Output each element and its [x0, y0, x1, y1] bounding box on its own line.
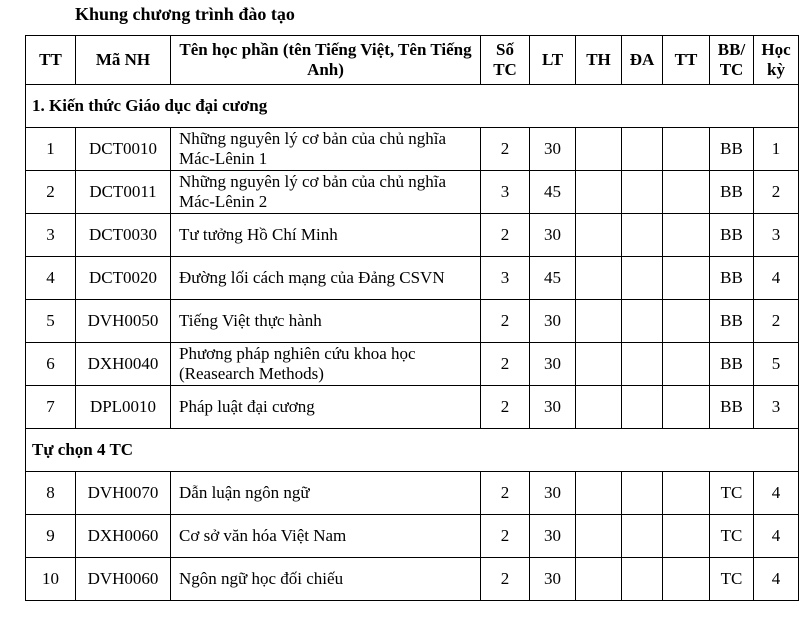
cell-tt: 6: [26, 343, 76, 386]
cell-lt: 30: [530, 386, 576, 429]
cell-da: [622, 386, 663, 429]
cell-tt2: [663, 171, 710, 214]
cell-tt2: [663, 214, 710, 257]
table-row: [26, 300, 799, 343]
cell-da: [622, 515, 663, 558]
header-name: Tên học phần (tên Tiếng Việt, Tên Tiếng Anh): [171, 36, 481, 85]
cell-th: [576, 472, 622, 515]
table-row: [26, 343, 799, 386]
table-row: [26, 171, 799, 214]
cell-name: Cơ sở văn hóa Việt Nam: [171, 515, 481, 558]
cell-name: Tiếng Việt thực hành: [171, 300, 481, 343]
cell-tt: 5: [26, 300, 76, 343]
cell-code: DVH0060: [76, 558, 171, 601]
cell-da: [622, 257, 663, 300]
cell-tt2: [663, 558, 710, 601]
cell-tt: 1: [26, 128, 76, 171]
table-row: [26, 472, 799, 515]
cell-lt: 30: [530, 472, 576, 515]
cell-bbtc: TC: [710, 472, 754, 515]
cell-tt2: [663, 515, 710, 558]
cell-code: DXH0060: [76, 515, 171, 558]
cell-credits: 2: [481, 214, 530, 257]
cell-da: [622, 214, 663, 257]
header-tt2: TT: [663, 36, 710, 85]
cell-th: [576, 343, 622, 386]
cell-da: [622, 300, 663, 343]
cell-name: Những nguyên lý cơ bản của chủ nghĩa Mác-Lênin 2: [171, 171, 481, 214]
cell-name: Phương pháp nghiên cứu khoa học (Reasearch Methods): [171, 343, 481, 386]
cell-bbtc: BB: [710, 214, 754, 257]
cell-semester: 4: [754, 558, 799, 601]
cell-code: DVH0070: [76, 472, 171, 515]
cell-da: [622, 558, 663, 601]
curriculum-table: [25, 35, 799, 601]
cell-da: [622, 128, 663, 171]
page-title: Khung chương trình đào tạo: [75, 4, 295, 24]
cell-bbtc: TC: [710, 515, 754, 558]
cell-tt: 10: [26, 558, 76, 601]
cell-name: Đường lối cách mạng của Đảng CSVN: [171, 257, 481, 300]
section-label: 1. Kiến thức Giáo dục đại cương: [26, 85, 799, 128]
cell-th: [576, 257, 622, 300]
table-header-row: [26, 36, 799, 85]
header-da: ĐA: [622, 36, 663, 85]
table-row: [26, 214, 799, 257]
cell-semester: 3: [754, 214, 799, 257]
cell-da: [622, 171, 663, 214]
header-semester: Học kỳ: [754, 36, 799, 85]
cell-code: DCT0010: [76, 128, 171, 171]
cell-th: [576, 128, 622, 171]
cell-credits: 2: [481, 386, 530, 429]
cell-th: [576, 515, 622, 558]
cell-semester: 3: [754, 386, 799, 429]
cell-tt2: [663, 343, 710, 386]
cell-credits: 3: [481, 257, 530, 300]
cell-th: [576, 300, 622, 343]
cell-da: [622, 343, 663, 386]
cell-semester: 4: [754, 257, 799, 300]
cell-lt: 30: [530, 343, 576, 386]
header-th: TH: [576, 36, 622, 85]
cell-credits: 2: [481, 558, 530, 601]
cell-th: [576, 558, 622, 601]
cell-tt: 2: [26, 171, 76, 214]
cell-bbtc: TC: [710, 558, 754, 601]
cell-th: [576, 214, 622, 257]
cell-th: [576, 386, 622, 429]
cell-lt: 45: [530, 171, 576, 214]
cell-tt: 9: [26, 515, 76, 558]
cell-code: DCT0020: [76, 257, 171, 300]
cell-code: DVH0050: [76, 300, 171, 343]
table-row: [26, 257, 799, 300]
cell-tt: 4: [26, 257, 76, 300]
cell-semester: 2: [754, 300, 799, 343]
cell-tt2: [663, 128, 710, 171]
cell-tt: 7: [26, 386, 76, 429]
cell-tt: 8: [26, 472, 76, 515]
cell-semester: 4: [754, 472, 799, 515]
cell-code: DCT0030: [76, 214, 171, 257]
cell-tt: 3: [26, 214, 76, 257]
cell-code: DXH0040: [76, 343, 171, 386]
cell-name: Ngôn ngữ học đối chiếu: [171, 558, 481, 601]
cell-tt2: [663, 257, 710, 300]
cell-credits: 3: [481, 171, 530, 214]
header-code: Mã NH: [76, 36, 171, 85]
header-bbtc: BB/ TC: [710, 36, 754, 85]
table-row: [26, 515, 799, 558]
cell-lt: 30: [530, 214, 576, 257]
section-row: [26, 85, 799, 128]
cell-bbtc: BB: [710, 386, 754, 429]
cell-bbtc: BB: [710, 171, 754, 214]
cell-bbtc: BB: [710, 300, 754, 343]
cell-lt: 30: [530, 128, 576, 171]
section-row: [26, 429, 799, 472]
cell-lt: 30: [530, 515, 576, 558]
cell-name: Dẫn luận ngôn ngữ: [171, 472, 481, 515]
cell-credits: 2: [481, 515, 530, 558]
cell-code: DPL0010: [76, 386, 171, 429]
cell-name: Pháp luật đại cương: [171, 386, 481, 429]
cell-credits: 2: [481, 128, 530, 171]
cell-bbtc: BB: [710, 257, 754, 300]
cell-semester: 4: [754, 515, 799, 558]
cell-bbtc: BB: [710, 128, 754, 171]
cell-credits: 2: [481, 343, 530, 386]
cell-lt: 30: [530, 300, 576, 343]
cell-da: [622, 472, 663, 515]
cell-tt2: [663, 472, 710, 515]
cell-code: DCT0011: [76, 171, 171, 214]
cell-th: [576, 171, 622, 214]
cell-credits: 2: [481, 472, 530, 515]
cell-bbtc: BB: [710, 343, 754, 386]
cell-tt2: [663, 300, 710, 343]
cell-semester: 1: [754, 128, 799, 171]
section-label: Tự chọn 4 TC: [26, 429, 799, 472]
cell-semester: 2: [754, 171, 799, 214]
cell-credits: 2: [481, 300, 530, 343]
table-row: [26, 128, 799, 171]
header-tt: TT: [26, 36, 76, 85]
cell-lt: 30: [530, 558, 576, 601]
header-credits: Số TC: [481, 36, 530, 85]
cell-semester: 5: [754, 343, 799, 386]
cell-tt2: [663, 386, 710, 429]
table-row: [26, 386, 799, 429]
cell-lt: 45: [530, 257, 576, 300]
cell-name: Những nguyên lý cơ bản của chủ nghĩa Mác-Lênin 1: [171, 128, 481, 171]
header-lt: LT: [530, 36, 576, 85]
table-row: [26, 558, 799, 601]
cell-name: Tư tưởng Hồ Chí Minh: [171, 214, 481, 257]
